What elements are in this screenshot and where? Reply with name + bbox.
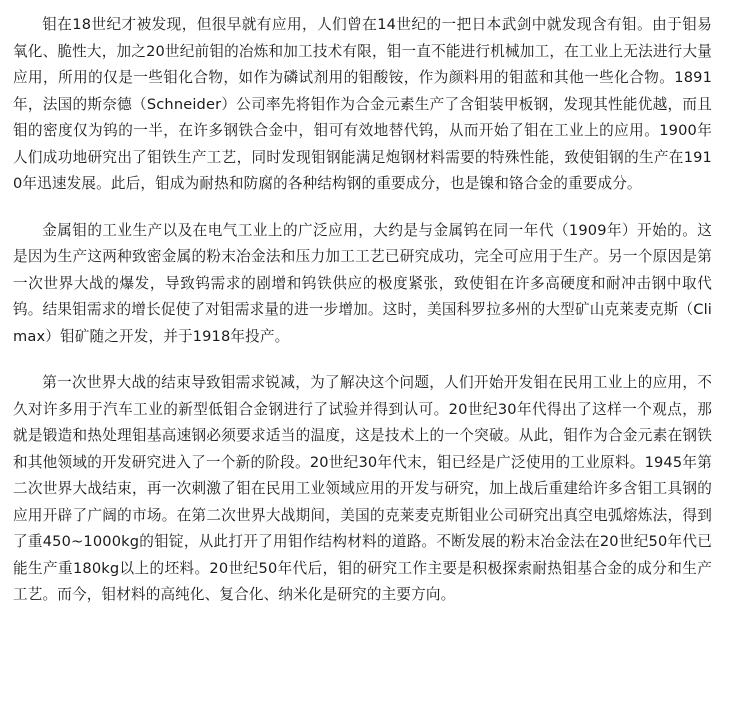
- paragraph-industrial-production: 金属钼的工业生产以及在电气工业上的广泛应用，大约是与金属钨在同一年代（1909年）开始的。这是因为生产这两种致密金属的粉末冶金法和压力加工工艺已研究成功，完全可应用于生产。另一个原因是第一次世界大战的爆发，导致钨需求的剧增和钨铁供应的极度紧张，致使钼在许多高硬度和耐冲击钢中取代钨。结果钼需求的增长促使了对钼需求量的进一步增加。这时，美国科罗拉多州的大型矿山克莱麦克斯（Climax）钼矿随之开发，并于1918年投产。: [13, 221, 712, 345]
- paragraph-history-discovery: 钼在18世纪才被发现，但很早就有应用，人们曾在14世纪的一把日本武剑中就发现含有钼。由于钼易氧化、脆性大，加之20世纪前钼的冶炼和加工技术有限，钼一直不能进行机械加工，在工业上无法进行大量应用，所用的仅是一些钼化合物，如作为磷试剂用的钼酸铵，作为颜料用的钼蓝和其他一些化合物。1891年，法国的斯奈德（Schneider）公司率先将钼作为合金元素生产了含钼装甲板钢，发现其性能优越，而且钼的密度仅为钨的一半，在许多钢铁合金中，钼可有效地替代钨，从而开始了钼在工业上的应用。1900年人们成功地研究出了钼铁生产工艺，同时发现钼钢能满足炮钢材料需要的特殊性能，致使钼钢的生产在1910年迅速发展。此后，钼成为耐热和防腐的各种结构钢的重要成分，也是镍和铬合金的重要成分。: [13, 16, 712, 192]
- paragraph-postwar-development: 第一次世界大战的结束导致钼需求锐减，为了解决这个问题，人们开始开发钼在民用工业上的应用，不久对许多用于汽车工业的新型低钼合金钢进行了试验并得到认可。20世纪30年代得出了这样一个观点，那就是锻造和热处理钼基高速钢必须要求适当的温度，这是技术上的一个突破。从此，钼作为合金元素在钢铁和其他领域的开发研究进入了一个新的阶段。20世纪30年代末，钼已经是广泛使用的工业原料。1945年第二次世界大战结束，再一次刺激了钼在民用工业领域应用的开发与研究，加上战后重建给许多含钼工具钢的应用开辟了广阔的市场。在第二次世界大战期间，美国的克莱麦克斯钼业公司研究出真空电弧熔炼法，得到了重450~1000kg的钼锭，从此打开了用钼作结构材料的道路。不断发展的粉末冶金法在20世纪50年代已能生产重180kg以上的坯料。20世纪50年代后，钼的研究工作主要是积极探索耐热钼基合金的成分和生产工艺。而今，钼材料的高纯化、复合化、纳米化是研究的主要方向。: [13, 374, 712, 603]
